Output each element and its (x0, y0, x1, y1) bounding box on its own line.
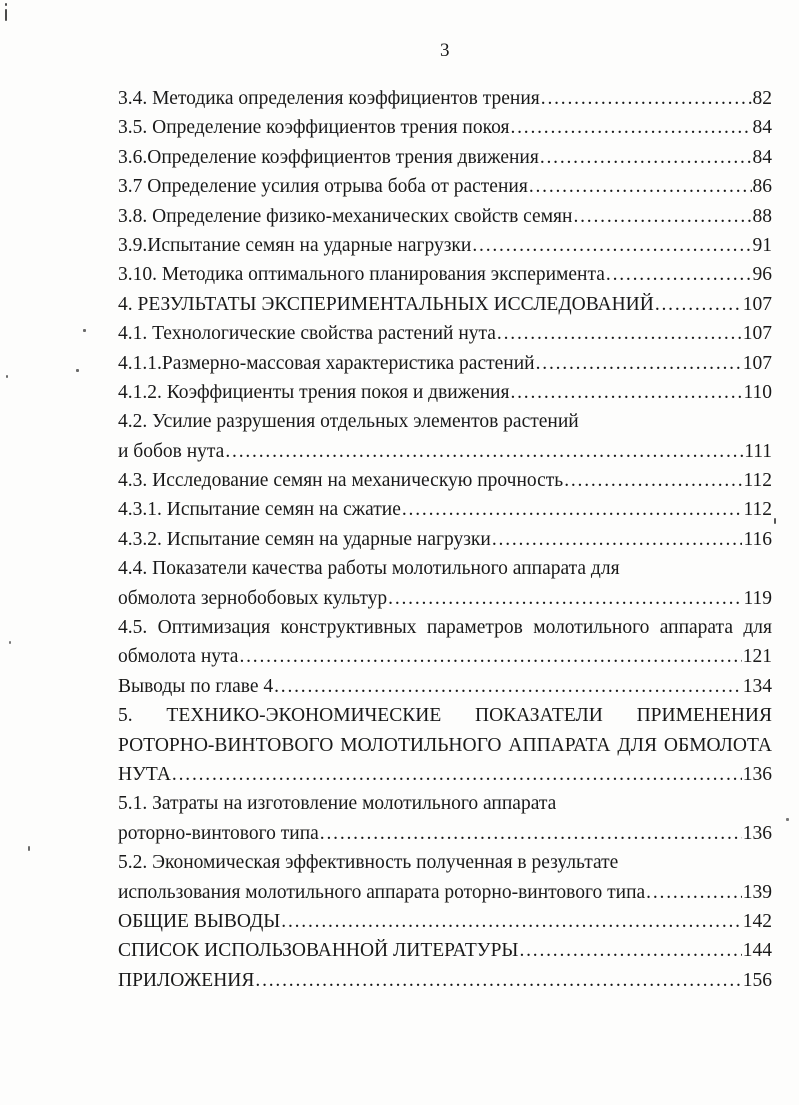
dot-leader (510, 113, 751, 142)
scan-artifact (6, 375, 8, 378)
scan-artifact (5, 9, 7, 21)
toc-entry-text: 4.5. Оптимизация конструктивных параметров молотильного аппарата для (118, 617, 772, 639)
toc-page-number: 119 (743, 587, 772, 609)
toc-page-number: 91 (752, 234, 772, 256)
dot-leader (274, 672, 742, 701)
toc-line (118, 936, 772, 965)
toc-page-number: 84 (752, 146, 772, 168)
toc-entry-text: 3.10. Методика оптимального планирования эксперимента (118, 264, 605, 286)
toc-entry-text: обмолота нута (118, 646, 239, 668)
toc-page-number: 84 (752, 117, 772, 139)
toc-entry-text: 4.3. Исследование семян на механическую прочность (118, 470, 564, 492)
dot-leader (510, 378, 742, 407)
toc-entry-text: ПРИЛОЖЕНИЯ (118, 969, 255, 991)
toc-page-number: 112 (743, 470, 772, 492)
toc-line (118, 878, 772, 907)
dot-leader (472, 231, 751, 260)
toc-page-number: 139 (742, 881, 772, 903)
toc-page-number: 86 (752, 176, 772, 198)
toc-page-number: 111 (744, 440, 772, 462)
toc-page-number: 142 (742, 910, 772, 932)
dot-leader (564, 466, 742, 495)
toc-line (118, 84, 772, 113)
toc-page-number: 136 (742, 763, 772, 785)
dot-leader (646, 878, 742, 907)
toc-line (118, 495, 772, 524)
toc-line (118, 848, 772, 877)
toc-line (118, 319, 772, 348)
toc-entry-text: 3.4. Методика определения коэффициентов трения (118, 88, 540, 109)
scan-artifact (5, 3, 7, 6)
toc-line (118, 642, 772, 671)
scan-artifact (786, 818, 789, 821)
toc-entry-text: 4.1. Технологические свойства растений нута (118, 323, 496, 345)
dot-leader (573, 202, 751, 231)
toc-line (118, 202, 772, 231)
toc-entry-text: СПИСОК ИСПОЛЬЗОВАННОЙ ЛИТЕРАТУРЫ (118, 940, 519, 962)
dot-leader (320, 819, 742, 848)
toc-entry-text: 3.6.Определение коэффициентов трения движения (118, 146, 539, 168)
toc-line (118, 701, 772, 730)
toc-page-number: 116 (743, 528, 772, 550)
toc-entry-text: и бобов нута (118, 440, 225, 462)
toc-line (118, 113, 772, 142)
toc-line (118, 907, 772, 936)
toc-entry-text: 5. ТЕХНИКО-ЭКОНОМИЧЕСКИЕ ПОКАЗАТЕЛИ ПРИМЕНЕНИЯ (118, 705, 772, 727)
scan-artifact (83, 329, 86, 332)
toc-entry-text: Выводы по главе 4 (118, 675, 274, 697)
toc-line (118, 290, 772, 319)
toc-line (118, 231, 772, 260)
toc-entry-text: НУТА (118, 763, 171, 785)
toc-entry-text: ОБЩИЕ ВЫВОДЫ (118, 910, 281, 932)
dot-leader (281, 907, 741, 936)
dot-leader (388, 584, 742, 613)
toc-entry-text: 4.1.1.Размерно-массовая характеристика растений (118, 352, 535, 374)
toc-entry-text: 4.3.1. Испытание семян на сжатие (118, 499, 401, 521)
dot-leader (402, 495, 743, 524)
scan-artifact (774, 518, 776, 524)
dot-leader (541, 84, 752, 113)
toc-page-number: 156 (742, 969, 772, 991)
toc-page-number: 121 (742, 646, 772, 668)
toc-line (118, 466, 772, 495)
toc-line (118, 789, 772, 818)
toc-line (118, 819, 772, 848)
toc-entry-text: РОТОРНО-ВИНТОВОГО МОЛОТИЛЬНОГО АППАРАТА ДЛЯ ОБМОЛОТА (118, 734, 772, 756)
table-of-contents (118, 84, 772, 995)
toc-line (118, 584, 772, 613)
toc-line (118, 437, 772, 466)
dot-leader (519, 936, 741, 965)
toc-entry-text: 4.1.2. Коэффициенты трения покоя и движения (118, 381, 510, 403)
toc-line (118, 672, 772, 701)
dot-leader (239, 642, 741, 671)
toc-page-number: 96 (752, 264, 772, 286)
toc-entry-text: 5.1. Затраты на изготовление молотильного аппарата (118, 793, 557, 815)
dot-leader (655, 290, 742, 319)
toc-entry-text: 4. РЕЗУЛЬТАТЫ ЭКСПЕРИМЕНТАЛЬНЫХ ИССЛЕДОВАНИЙ (118, 293, 654, 315)
toc-page-number: 136 (742, 822, 772, 844)
toc-page-number: 134 (742, 675, 772, 697)
dot-leader (172, 760, 742, 789)
toc-line (118, 143, 772, 172)
toc-page-number: 107 (742, 323, 772, 345)
toc-entry-text: обмолота зернобобовых культур (118, 587, 388, 609)
toc-line (118, 554, 772, 583)
toc-entry-text: 4.3.2. Испытание семян на ударные нагрузки (118, 528, 491, 550)
toc-entry-text: 3.8. Определение физико-механических свойств семян (118, 205, 573, 227)
page-number: 3 (440, 40, 450, 61)
toc-entry-text: 3.9.Испытание семян на ударные нагрузки (118, 234, 472, 256)
toc-entry-text: 4.2. Усилие разрушения отдельных элементов растений (118, 411, 579, 433)
dot-leader (529, 172, 752, 201)
scan-artifact (28, 846, 30, 851)
toc-page-number: 88 (752, 205, 772, 227)
toc-line (118, 966, 772, 995)
toc-line (118, 613, 772, 642)
toc-page-number: 107 (742, 293, 772, 315)
toc-entry-text: 3.7 Определение усилия отрыва боба от растения (118, 176, 528, 198)
toc-entry-text: 4.4. Показатели качества работы молотильного аппарата для (118, 558, 620, 580)
toc-page-number: 110 (743, 381, 772, 403)
scan-artifact (76, 369, 79, 372)
dot-leader (540, 143, 752, 172)
toc-entry-text: 3.5. Определение коэффициентов трения покоя (118, 117, 510, 139)
toc-line (118, 172, 772, 201)
toc-entry-text: роторно-винтового типа (118, 822, 319, 844)
toc-entry-text: 5.2. Экономическая эффективность полученная в результате (118, 852, 619, 874)
dot-leader (497, 319, 742, 348)
toc-line (118, 760, 772, 789)
toc-page-number: 144 (742, 940, 772, 962)
toc-line (118, 731, 772, 760)
dot-leader (606, 260, 752, 289)
toc-line (118, 349, 772, 378)
toc-line (118, 378, 772, 407)
toc-entry-text: использования молотильного аппарата роторно-винтового типа (118, 881, 646, 903)
dot-leader (492, 525, 743, 554)
toc-page-number: 82 (752, 88, 772, 109)
toc-page-number: 112 (743, 499, 772, 521)
dot-leader (536, 349, 742, 378)
dot-leader (225, 437, 743, 466)
toc-page-number: 107 (742, 352, 772, 374)
scan-artifact (9, 641, 11, 644)
toc-line (118, 407, 772, 436)
toc-line (118, 525, 772, 554)
toc-line (118, 260, 772, 289)
dot-leader (255, 966, 741, 995)
